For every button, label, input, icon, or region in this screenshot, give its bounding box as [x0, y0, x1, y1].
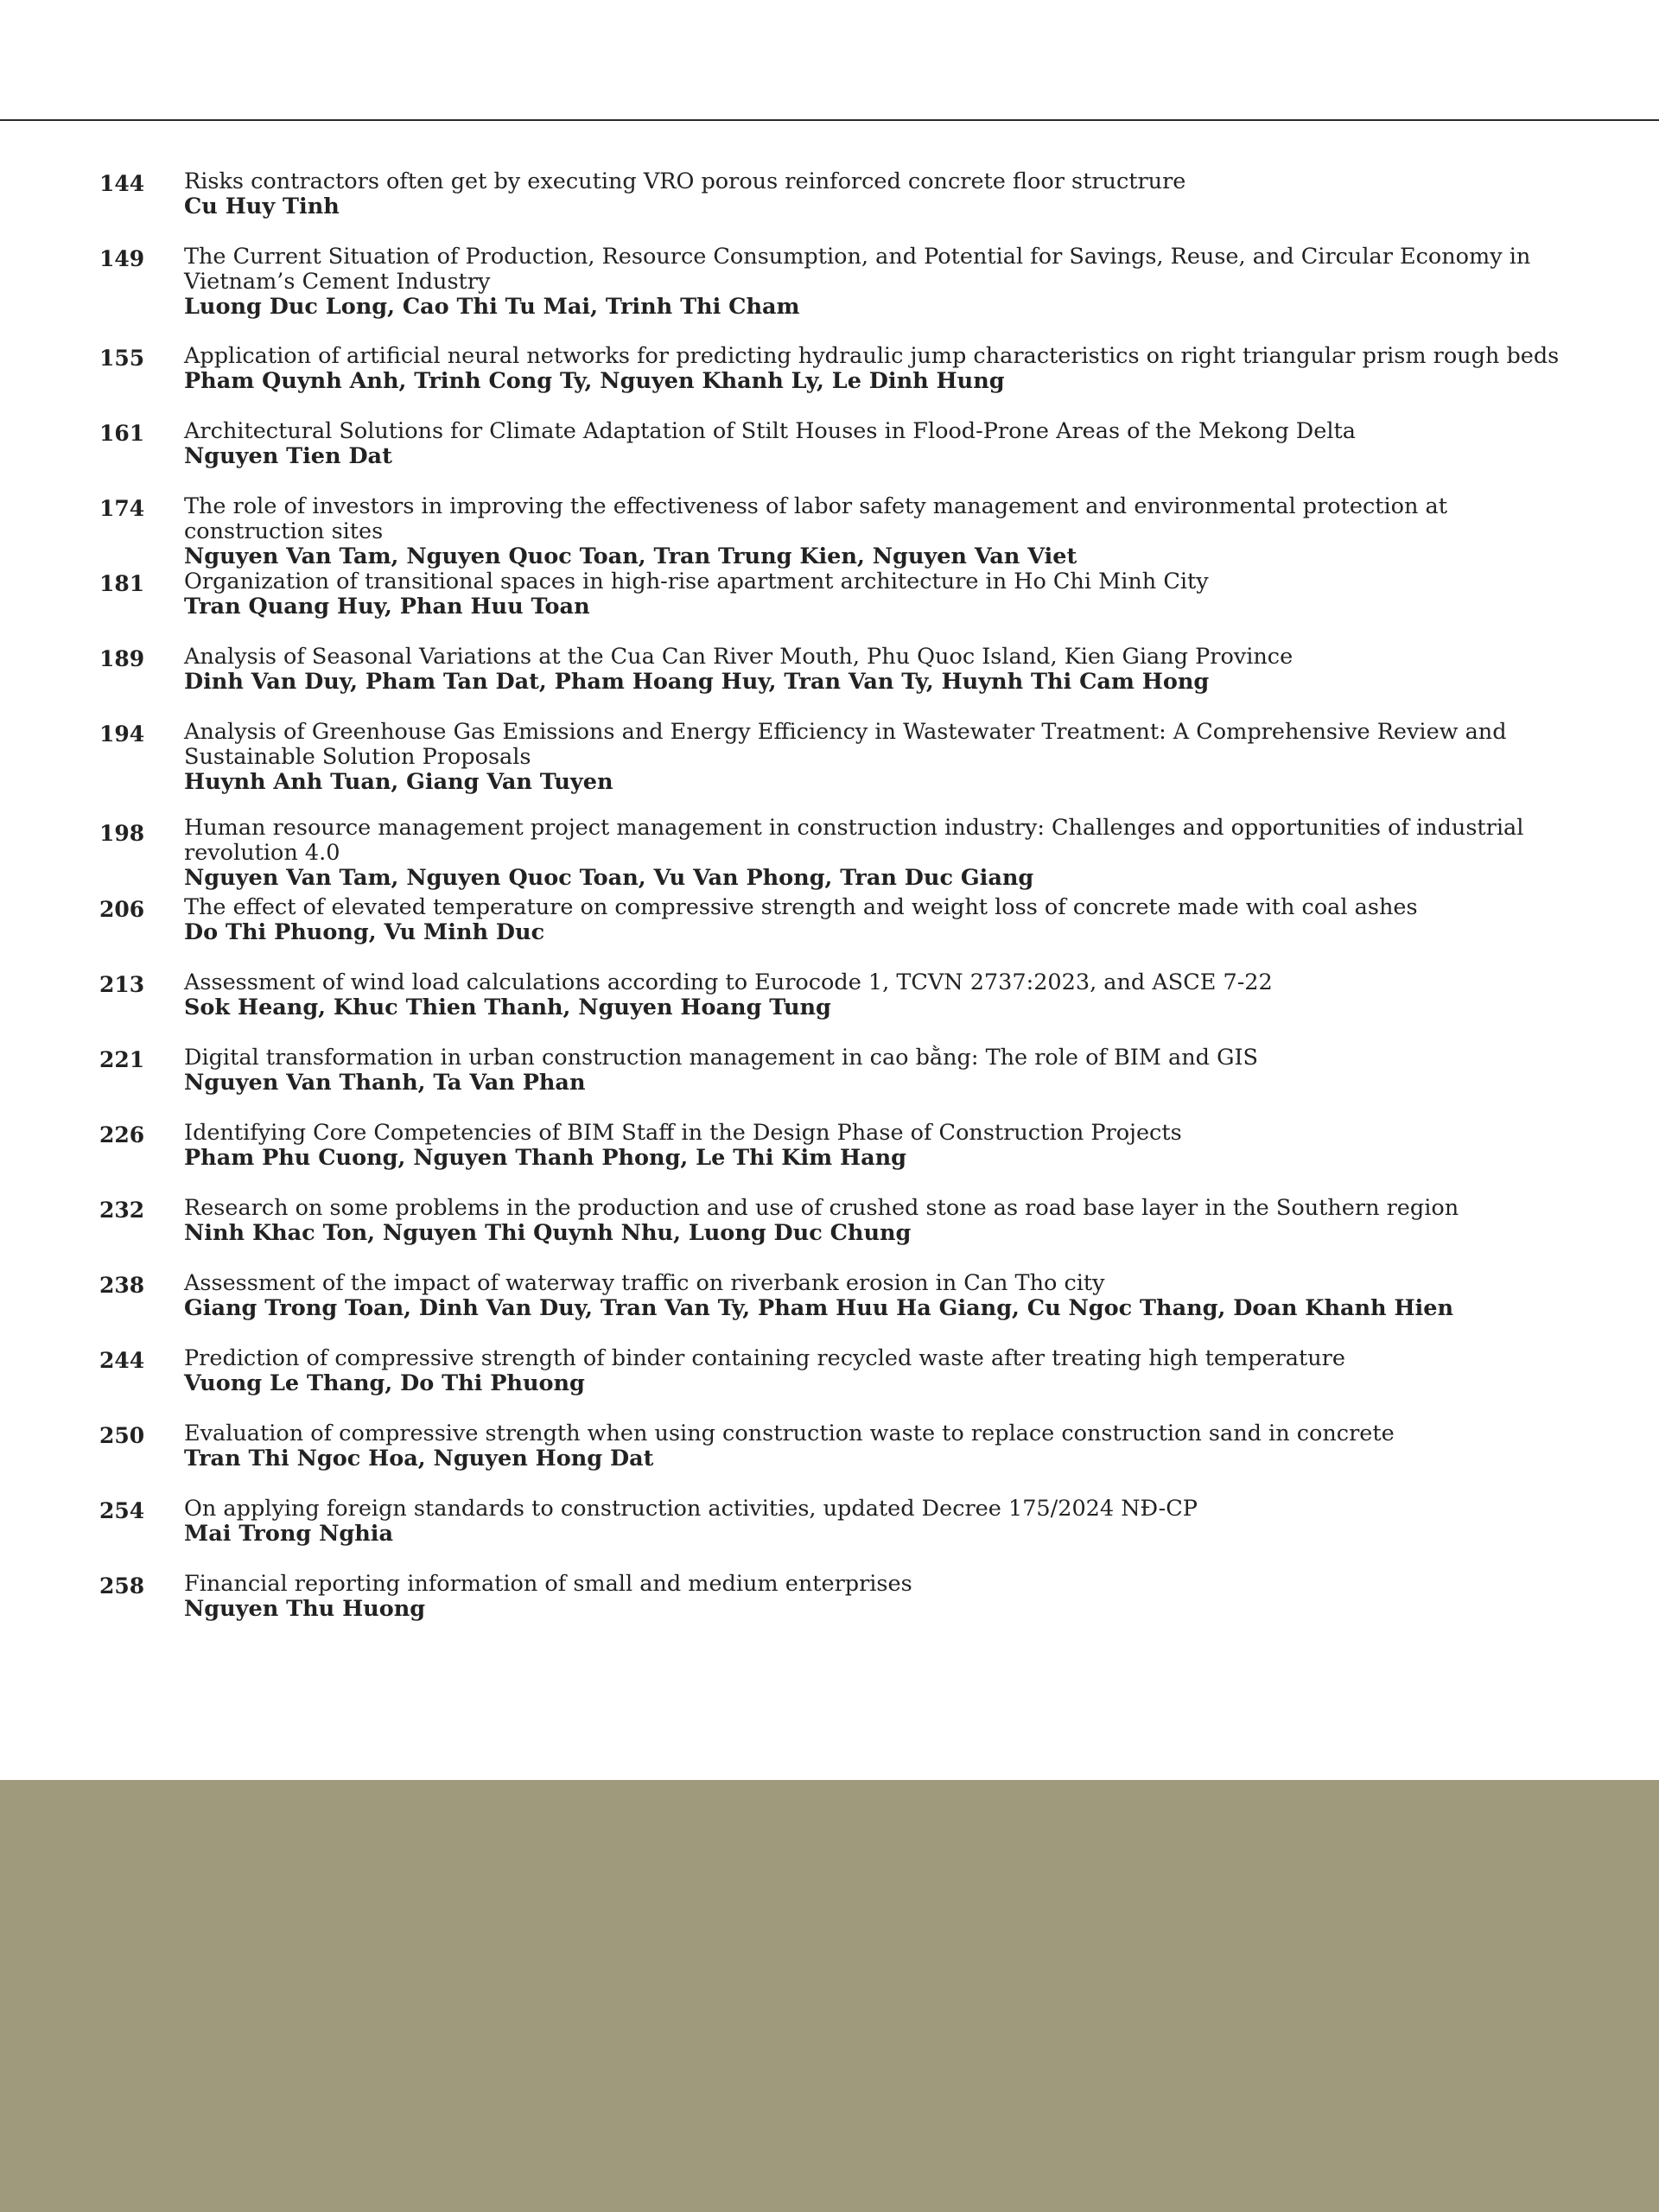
- toc-entry[interactable]: [99, 1346, 1560, 1415]
- article-title[interactable]: The effect of elevated temperature on compressive strength and weight loss of concrete made with coal ashes: [184, 894, 1418, 920]
- page-number: 149: [99, 246, 145, 271]
- toc-entry[interactable]: [99, 1572, 1560, 1641]
- toc-entry[interactable]: [99, 1121, 1560, 1190]
- page-number: 189: [99, 646, 145, 671]
- entry-content: [184, 245, 1560, 320]
- article-authors: Do Thi Phuong, Vu Minh Duc: [184, 919, 545, 945]
- toc-entry[interactable]: [99, 645, 1560, 714]
- page-number: 181: [99, 571, 145, 596]
- toc-entry[interactable]: [99, 1196, 1560, 1265]
- article-authors: Mai Trong Nghia: [184, 1521, 394, 1547]
- article-authors: Cu Huy Tinh: [184, 194, 340, 219]
- article-authors: Vuong Le Thang, Do Thi Phuong: [184, 1370, 585, 1396]
- page-number: 232: [99, 1198, 145, 1223]
- article-authors: Giang Trong Toan, Dinh Van Duy, Tran Van Ty, Pham Huu Ha Giang, Cu Ngoc Thang, Doan Khanh Hien: [184, 1295, 1454, 1321]
- article-authors: Tran Quang Huy, Phan Huu Toan: [184, 594, 590, 620]
- toc-entry[interactable]: [99, 1421, 1560, 1491]
- entry-content: [184, 419, 1560, 469]
- page-number: 221: [99, 1047, 145, 1072]
- entry-content: [184, 816, 1560, 891]
- page-number: 206: [99, 897, 145, 922]
- article-title[interactable]: The Current Situation of Production, Resource Consumption, and Potential for Savings, Reuse, and Circular Economy in Vietnam’s Cement Industry: [184, 244, 1531, 295]
- entry-content: [184, 1572, 1560, 1622]
- article-authors: Sok Heang, Khuc Thien Thanh, Nguyen Hoang Tung: [184, 995, 831, 1020]
- toc-entry[interactable]: [99, 1497, 1560, 1566]
- article-authors: Huynh Anh Tuan, Giang Van Tuyen: [184, 769, 613, 795]
- article-authors: Nguyen Thu Huong: [184, 1596, 426, 1622]
- entry-content: [184, 895, 1560, 945]
- entry-content: [184, 569, 1560, 620]
- article-authors: Nguyen Tien Dat: [184, 443, 392, 469]
- article-authors: Tran Thi Ngoc Hoa, Nguyen Hong Dat: [184, 1446, 654, 1471]
- article-authors: Luong Duc Long, Cao Thi Tu Mai, Trinh Thi Cham: [184, 294, 800, 320]
- page-number: 174: [99, 496, 145, 521]
- article-title[interactable]: Financial reporting information of small and medium enterprises: [184, 1571, 912, 1597]
- page-number: 238: [99, 1273, 145, 1298]
- article-title[interactable]: Evaluation of compressive strength when using construction waste to replace construction sand in concrete: [184, 1421, 1395, 1446]
- toc-entry[interactable]: [99, 244, 1560, 320]
- article-title[interactable]: Research on some problems in the production and use of crushed stone as road base layer in the Southern region: [184, 1195, 1459, 1221]
- toc-entry[interactable]: [99, 1271, 1560, 1340]
- article-authors: Pham Quynh Anh, Trinh Cong Ty, Nguyen Khanh Ly, Le Dinh Hung: [184, 368, 1005, 394]
- article-title[interactable]: Analysis of Greenhouse Gas Emissions and Energy Efficiency in Wastewater Treatment: A Comprehensive Review and Sustainable Solution Proposals: [184, 719, 1507, 770]
- article-title[interactable]: Assessment of the impact of waterway traffic on riverbank erosion in Can Tho city: [184, 1270, 1105, 1296]
- entry-content: [184, 1196, 1560, 1246]
- article-title[interactable]: On applying foreign standards to construction activities, updated Decree 175/2024 NĐ-CP: [184, 1496, 1198, 1522]
- article-title[interactable]: Identifying Core Competencies of BIM Staff in the Design Phase of Construction Projects: [184, 1120, 1182, 1146]
- article-title[interactable]: Analysis of Seasonal Variations at the Cua Can River Mouth, Phu Quoc Island, Kien Giang Province: [184, 644, 1294, 670]
- entry-content: [184, 1346, 1560, 1396]
- toc-entry[interactable]: [99, 344, 1560, 413]
- entry-content: [184, 1046, 1560, 1096]
- page-number: 250: [99, 1423, 145, 1448]
- entry-content: [184, 169, 1560, 219]
- toc-entry[interactable]: [99, 169, 1560, 238]
- toc-entry[interactable]: [99, 970, 1560, 1039]
- toc-entry[interactable]: [99, 719, 1560, 795]
- article-authors: Ninh Khac Ton, Nguyen Thi Quynh Nhu, Luong Duc Chung: [184, 1220, 912, 1246]
- entry-content: [184, 1271, 1560, 1321]
- article-title[interactable]: Organization of transitional spaces in high-rise apartment architecture in Ho Chi Minh City: [184, 569, 1209, 594]
- entry-content: [184, 645, 1560, 695]
- toc-entry[interactable]: [99, 1046, 1560, 1115]
- toc-entry[interactable]: [99, 895, 1560, 964]
- toc-entry[interactable]: [99, 419, 1560, 488]
- page-number: 213: [99, 972, 145, 997]
- footer-color-band: [0, 1780, 1659, 2212]
- article-authors: Nguyen Van Tam, Nguyen Quoc Toan, Tran Trung Kien, Nguyen Van Viet: [184, 543, 1077, 569]
- entry-content: [184, 1421, 1560, 1471]
- page-number: 194: [99, 721, 145, 747]
- article-title[interactable]: Prediction of compressive strength of binder containing recycled waste after treating high temperature: [184, 1345, 1345, 1371]
- article-title[interactable]: Digital transformation in urban construction management in cao bằng: The role of BIM and GIS: [184, 1045, 1258, 1071]
- page-number: 155: [99, 346, 145, 371]
- toc-entry[interactable]: [99, 815, 1560, 891]
- toc-entry[interactable]: [99, 493, 1560, 569]
- article-authors: Dinh Van Duy, Pham Tan Dat, Pham Hoang Huy, Tran Van Ty, Huynh Thi Cam Hong: [184, 669, 1210, 695]
- entry-content: [184, 344, 1560, 394]
- entry-content: [184, 720, 1560, 795]
- entry-content: [184, 494, 1560, 569]
- article-authors: Pham Phu Cuong, Nguyen Thanh Phong, Le Thi Kim Hang: [184, 1145, 906, 1171]
- article-title[interactable]: Application of artificial neural networks for predicting hydraulic jump characteristics on right triangular prism rough beds: [184, 343, 1560, 369]
- entry-content: [184, 970, 1560, 1020]
- header-rule: [0, 119, 1659, 121]
- page-number: 258: [99, 1573, 145, 1599]
- article-title[interactable]: Risks contractors often get by executing VRO porous reinforced concrete floor structrure: [184, 168, 1186, 194]
- entry-content: [184, 1121, 1560, 1171]
- page-number: 226: [99, 1122, 145, 1147]
- article-authors: Nguyen Van Tam, Nguyen Quoc Toan, Vu Van Phong, Tran Duc Giang: [184, 865, 1034, 891]
- article-authors: Nguyen Van Thanh, Ta Van Phan: [184, 1070, 586, 1096]
- article-title[interactable]: Human resource management project management in construction industry: Challenges and opportunities of industrial revolution 4.0: [184, 815, 1524, 866]
- article-title[interactable]: The role of investors in improving the effectiveness of labor safety management and environmental protection at construction sites: [184, 493, 1447, 544]
- toc-entry[interactable]: [99, 569, 1560, 639]
- article-title[interactable]: Architectural Solutions for Climate Adaptation of Stilt Houses in Flood-Prone Areas of the Mekong Delta: [184, 418, 1356, 444]
- page-number: 254: [99, 1498, 145, 1523]
- page-number: 161: [99, 421, 145, 446]
- page-number: 198: [99, 821, 145, 846]
- article-title[interactable]: Assessment of wind load calculations according to Eurocode 1, TCVN 2737:2023, and ASCE 7-22: [184, 969, 1273, 995]
- page-number: 244: [99, 1348, 145, 1373]
- entry-content: [184, 1497, 1560, 1547]
- page-number: 144: [99, 171, 145, 196]
